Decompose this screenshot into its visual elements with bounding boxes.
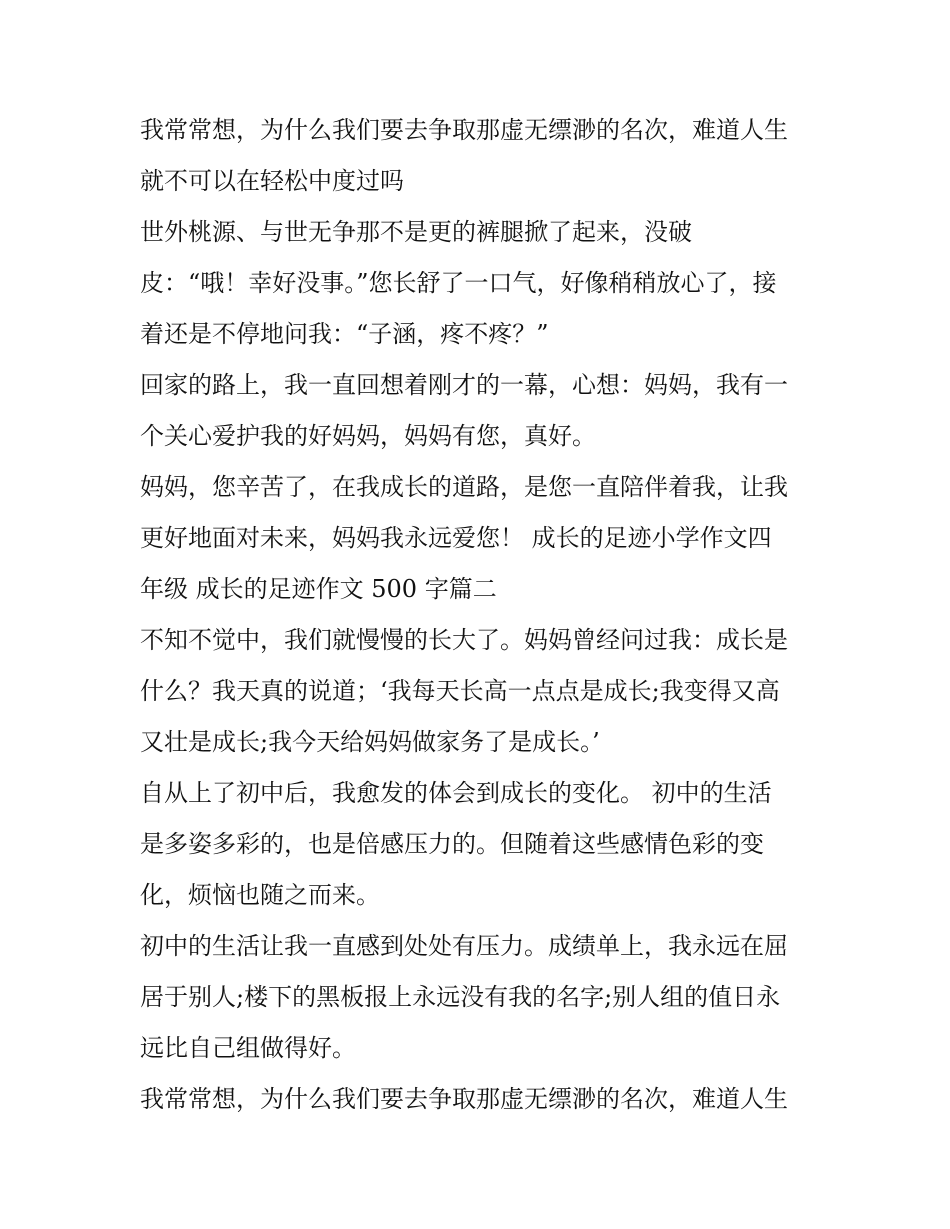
text-line: 是多姿多彩的，也是倍感压力的。但随着这些感情色彩的变 [140, 830, 764, 858]
text-line: 化，烦恼也随之而来。 [140, 881, 380, 909]
text-line: 着还是不停地问我：“子涵，疼不疼？” [140, 320, 549, 348]
text-line: 就不可以在轻松中度过吗 [140, 167, 404, 195]
text-line: 又壮是成长;我今天给妈妈做家务了是成长。’ [140, 728, 600, 756]
text-line: 皮：“哦！幸好没事。”您长舒了一口气，好像稍稍放心了，接 [140, 269, 777, 297]
text-line: 个关心爱护我的好妈妈，妈妈有您，真好。 [140, 422, 596, 450]
text-line: 初中的生活让我一直感到处处有压力。成绩单上，我永远在屈 [140, 932, 788, 960]
document-body [140, 108, 820, 1128]
text-line: 什么？我天真的说道；‘我每天长高一点点是成长;我变得又高 [140, 677, 780, 705]
text-line: 自从上了初中后，我愈发的体会到成长的变化。 初中的生活 [140, 779, 772, 807]
text-line: 世外桃源、与世无争那不是更的裤腿掀了起来，没破 [140, 218, 692, 246]
text-line: 不知不觉中，我们就慢慢的长大了。妈妈曾经问过我：成长是 [140, 626, 788, 654]
text-line: 居于别人;楼下的黑板报上永远没有我的名字;别人组的值日永 [140, 983, 781, 1011]
text-line: 年级 成长的足迹作文 500 字篇二 [140, 575, 497, 603]
text-line: 妈妈，您辛苦了，在我成长的道路，是您一直陪伴着我，让我 [140, 473, 788, 501]
text-line: 更好地面对未来，妈妈我永远爱您！ 成长的足迹小学作文四 [140, 524, 772, 552]
text-line: 回家的路上，我一直回想着刚才的一幕，心想：妈妈，我有一 [140, 371, 788, 399]
text-line: 远比自己组做得好。 [140, 1034, 356, 1062]
text-line: 我常常想，为什么我们要去争取那虚无缥渺的名次，难道人生 [140, 1085, 788, 1113]
text-line: 我常常想，为什么我们要去争取那虚无缥渺的名次，难道人生 [140, 116, 788, 144]
